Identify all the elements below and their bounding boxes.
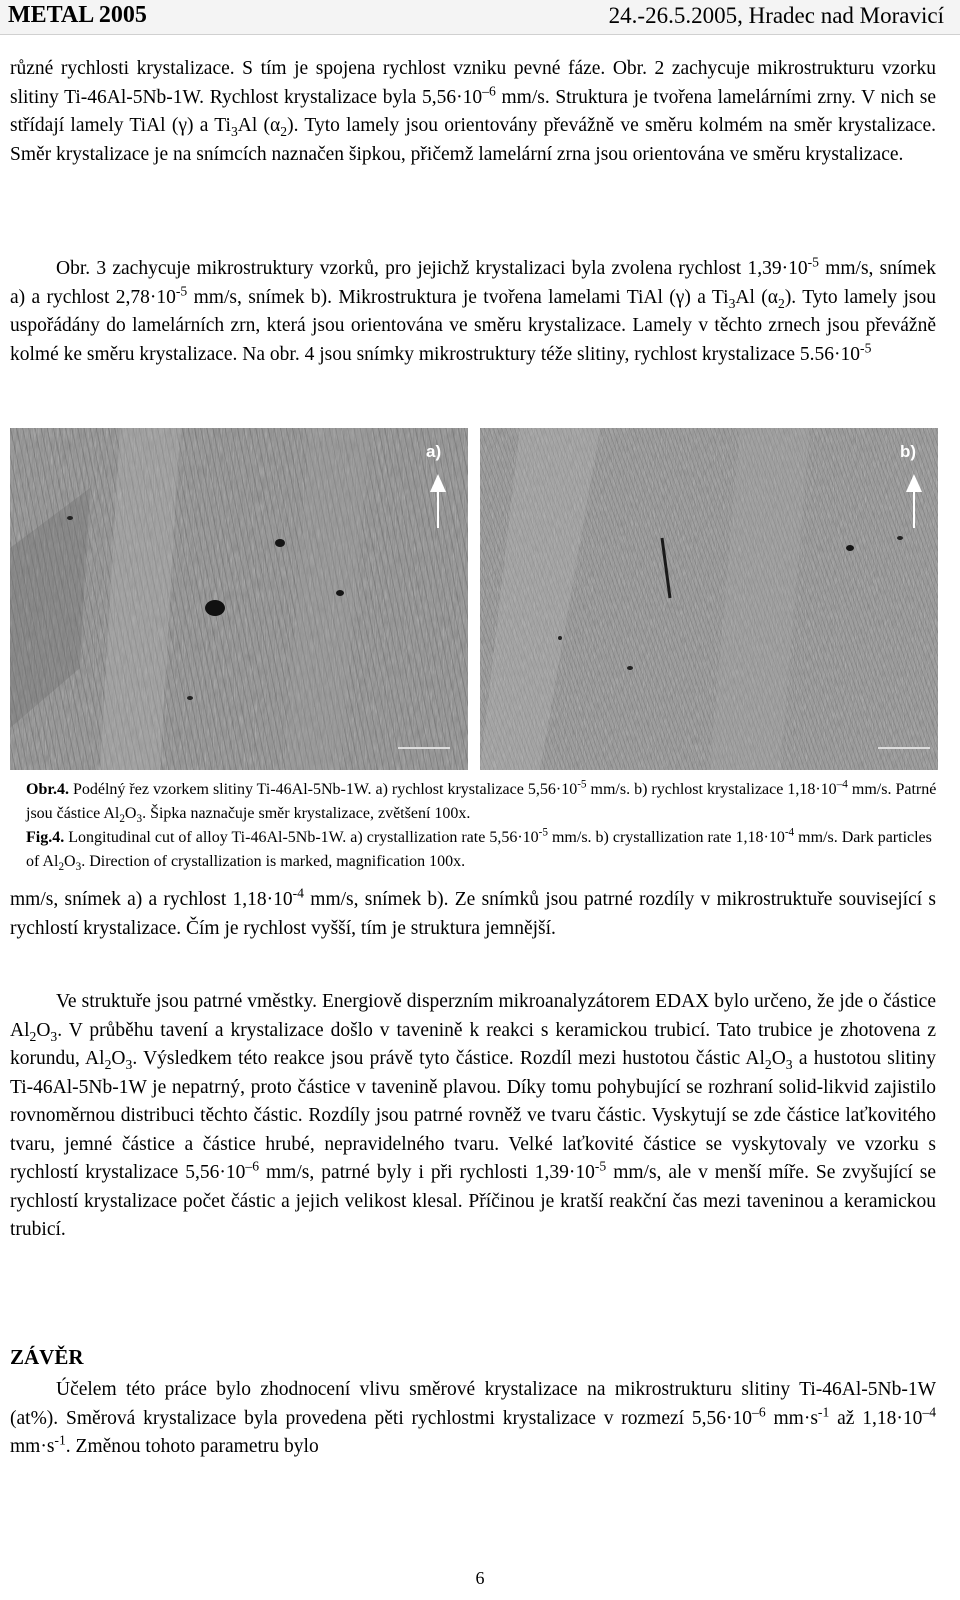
- micrograph-b: [480, 428, 938, 770]
- paragraph-5: Účelem této práce bylo zhodnocení vlivu směrové krystalizace na mikrostrukturu slitiny Ti-46Al-5Nb-1W (at%). Směrová krystalizace byla provedena pěti rychlostmi krystalizace v rozmezí $5,56\cdot 10^{-6}$ $mm\cdot s^{-1}$ až $1,18\cdot 10^{-4}$ $mm\cdot s^{-1}$. Změnou tohoto parametru bylo: [10, 1379, 937, 1457]
- paragraph-4: Ve struktuře jsou patrné vměstky. Energiově disperzním mikroanalyzátorem EDAX bylo určeno, že jde o částice $Al_2O_3$. V průběhu tavení a krystalizace došlo v tavenině k reakci s keramickou trubicí. Tato trubice je zhotovena z korundu, $Al_2O_3$. Výsledkem této reakce jsou právě tyto částice. Rozdíl mezi hustotou částic $Al_2O_3$ a hustotou slitiny Ti-46Al-5Nb-1W je nepatrný, proto částice v tavenině plavou. Díky tomu pohybující se rozhraní solid-likvid zajistilo rovnoměrnou distribuci těchto částic. Rozdíly jsou patrné rovněž ve tvaru částic. Vyskytují se zde částice laťkovitého tvaru, jemné částice a částice hrubé, nepravidelného tvaru. Velké laťkovité částice se vyskytovaly ve vzorku s rychlostí krystalizace $5,56\cdot 10^{-6}$ mm/s, patrné byly i při rychlosti $1,39\cdot 10^{-5}$ mm/s, ale v menší míře. Se zvyšující se rychlostí krystalizace počet částic a jejich velikost klesal. Příčinou je kratší reakční čas mezi taveninou a keramickou trubicí.: [10, 991, 937, 1240]
- paragraph-2: Obr. 3 zachycuje mikrostruktury vzorků, pro jejichž krystalizaci byla zvolena rychlost $1,39\cdot 10^{-5}$ mm/s, snímek a) a rychlost $2,78\cdot 10^{-5}$ mm/s, snímek b). Mikrostruktura je tvořena lamelami TiAl (γ) a $Ti_3Al$ $(\alpha_2)$. Tyto lamely jsou uspořádány do lamelárních zrn, která jsou orientována ve směru krystalizace. Lamely v těchto zrnech jsou převážně kolmé ke směru krystalizace. Na obr. 4 jsou snímky mikrostruktury téže slitiny, rychlost krystalizace $5.56\cdot 10^{-5}$: [10, 254, 936, 365]
- micrograph-a: [10, 428, 468, 770]
- header-journal: METAL 2005: [8, 2, 147, 28]
- micrograph-a-label: a): [426, 442, 442, 461]
- section-heading-zaver: ZÁVĚR: [10, 1345, 84, 1369]
- page-header: [0, 0, 960, 35]
- page-number: 6: [475, 1568, 485, 1588]
- paragraph-3: mm/s, snímek a) a rychlost $1,18\cdot 10^{-4}$ mm/s, snímek b). Ze snímků jsou patrné rozdíly v mikrostruktuře související s rychlostí krystalizace. Čím je rychlost vyšší, tím je struktura jemnější.: [10, 885, 936, 939]
- figure-caption-czech: Obr.4. Podélný řez vzorkem slitiny Ti-46Al-5Nb-1W. a) rychlost krystalizace $5,56\cdot 10^{-5}$ mm/s. b) rychlost krystalizace $1,18\cdot 10^{-4}$ mm/s. Patrné jsou částice $Al_2O_3$. Šipka naznačuje směr krystalizace, zvětšení 100x.: [26, 778, 937, 826]
- figure-caption-english: Fig.4. Longitudinal cut of alloy Ti-46Al-5Nb-1W. a) crystallization rate $5,56\cdot 10^{-5}$ mm/s. b) crystallization rate $1,18\cdot 10^{-4}$ mm/s. Dark particles of $Al_2O_3$. Direction of crystallization is marked, magnification 100x.: [26, 826, 932, 874]
- micrograph-a-image: [10, 428, 468, 770]
- header-conference-date: 24.-26.5.2005, Hradec nad Moravicí: [608, 3, 944, 28]
- micrograph-b-label: b): [900, 442, 917, 461]
- micrograph-b-image: [480, 428, 938, 770]
- paragraph-1: různé rychlosti krystalizace. S tím je spojena rychlost vzniku pevné fáze. Obr. 2 zachycuje mikrostrukturu vzorku slitiny Ti-46Al-5Nb-1W. Rychlost krystalizace byla $5,56\cdot 10^{-6}$ mm/s. Struktura je tvořena lamelárními zrny. V nich se střídají lamely TiAl (γ) a $Ti_3Al$ $(\alpha_2)$. Tyto lamely jsou orientovány převážně ve směru kolmém na směr krystalizace. Směr krystalizace je na snímcích naznačen šipkou, přičemž lamelární zrna jsou orientována ve směru krystalizace.: [10, 58, 936, 165]
- figure-4-micrographs: [10, 428, 938, 770]
